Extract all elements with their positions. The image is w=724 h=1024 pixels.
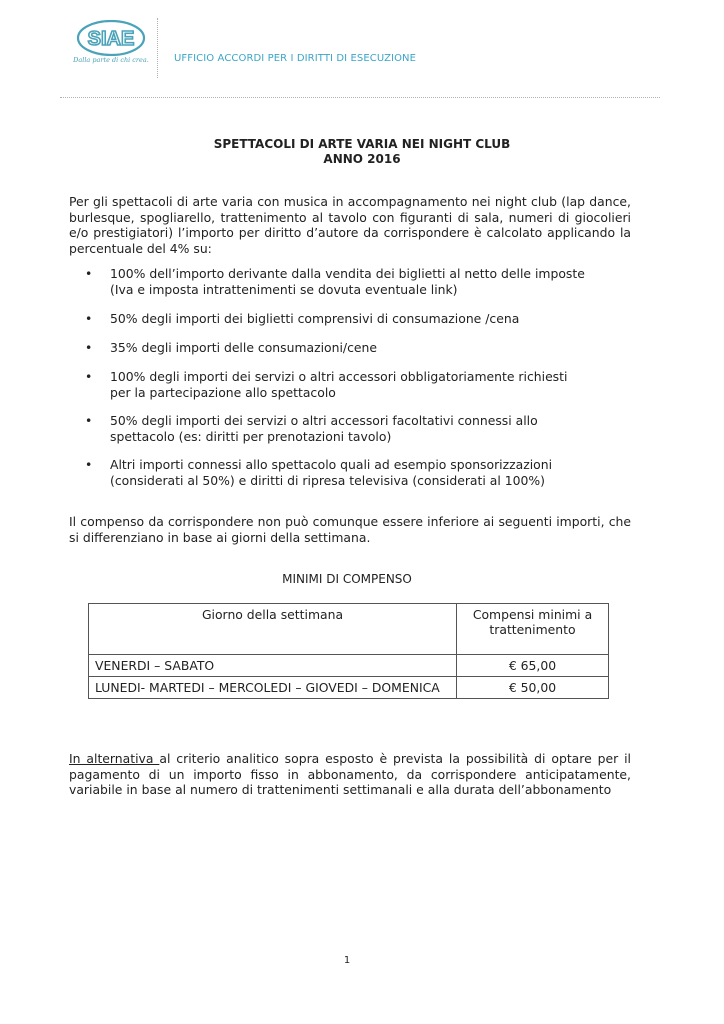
list-item-line: Altri importi connessi allo spettacolo quali ad esempio sponsorizzazioni: [110, 457, 553, 472]
bullet-icon: •: [85, 266, 93, 281]
list-item-line: per la partecipazione allo spettacolo: [110, 384, 336, 400]
document-title: SPETTACOLI DI ARTE VARIA NEI NIGHT CLUB: [213, 137, 511, 151]
list-item-line: (considerati al 50%) e diritti di ripresa televisiva (considerati al 100%): [110, 472, 545, 488]
document-subtitle-year: ANNO 2016: [323, 152, 401, 166]
list-item-line: 35% degli importi delle consumazioni/cene: [110, 340, 378, 355]
table-cell-days: VENERDI – SABATO: [89, 655, 457, 677]
table-header-row: [89, 604, 609, 655]
list-item-line: spettacolo (es: diritti per prenotazioni tavolo): [110, 428, 392, 444]
intro-paragraph: Per gli spettacoli di arte varia con musica in accompagnamento nei night club (lap dance, burlesque, spogliarello, trattenimento al tavolo con figuranti di sala, numeri di giocolieri e/o prestigiatori) l’importo per diritto d’autore da corrispondere è calcolato applicando la percentuale del 4% su:: [69, 194, 631, 256]
header-divider: [60, 97, 660, 98]
alternativa-paragraph: [69, 751, 631, 798]
bullet-icon: •: [85, 311, 93, 326]
compenso-paragraph: Il compenso da corrispondere non può comunque essere inferiore ai seguenti importi, che si differenziano in base ai giorni della settimana.: [69, 514, 631, 545]
siae-logo-mark: [66, 20, 156, 56]
alternativa-text: al criterio analitico sopra esposto è prevista la possibilità di optare per il pagamento di un importo fisso in abbonamento, da corrispondere anticipatamente, variabile in base al numero di trattenimenti settimanali e alla durata dell’abbonamento: [69, 751, 631, 797]
logo-tagline: Dalla parte di chi crea.: [73, 56, 149, 64]
table-row: [89, 677, 609, 699]
logo-letters: SIAE: [87, 28, 135, 50]
table-row: [89, 655, 609, 677]
list-item-line: 100% dell’importo derivante dalla vendita dei biglietti al netto delle imposte: [110, 266, 585, 281]
list-item-line: 100% degli importi dei servizi o altri accessori obbligatoriamente richiesti: [110, 369, 568, 384]
list-item-line: 50% degli importi dei servizi o altri accessori facoltativi connessi allo: [110, 413, 538, 428]
table-header-cell: Compensi minimi a trattenimento: [457, 604, 609, 655]
siae-logo: [66, 20, 156, 70]
bullet-icon: •: [85, 413, 93, 428]
table-cell-amount: € 65,00: [457, 655, 609, 677]
minimi-table: [88, 603, 609, 699]
office-name: UFFICIO ACCORDI PER I DIRITTI DI ESECUZIONE: [174, 53, 417, 64]
bullet-icon: •: [85, 457, 93, 472]
minimi-title: MINIMI DI COMPENSO: [282, 572, 412, 586]
table-cell-days: LUNEDI- MARTEDI – MERCOLEDI – GIOVEDI – DOMENICA: [89, 677, 457, 699]
table-header-cell: Giorno della settimana: [89, 604, 457, 655]
bullet-icon: •: [85, 340, 93, 355]
table-cell-amount: € 50,00: [457, 677, 609, 699]
header-divider-vertical: [157, 18, 158, 78]
alternativa-underlined: In alternativa: [69, 751, 160, 766]
page-number: 1: [343, 955, 351, 966]
bullet-icon: •: [85, 369, 93, 384]
list-item-line: 50% degli importi dei biglietti comprensivi di consumazione /cena: [110, 311, 520, 326]
list-item-line: (Iva e imposta intrattenimenti se dovuta eventuale link): [110, 281, 458, 297]
